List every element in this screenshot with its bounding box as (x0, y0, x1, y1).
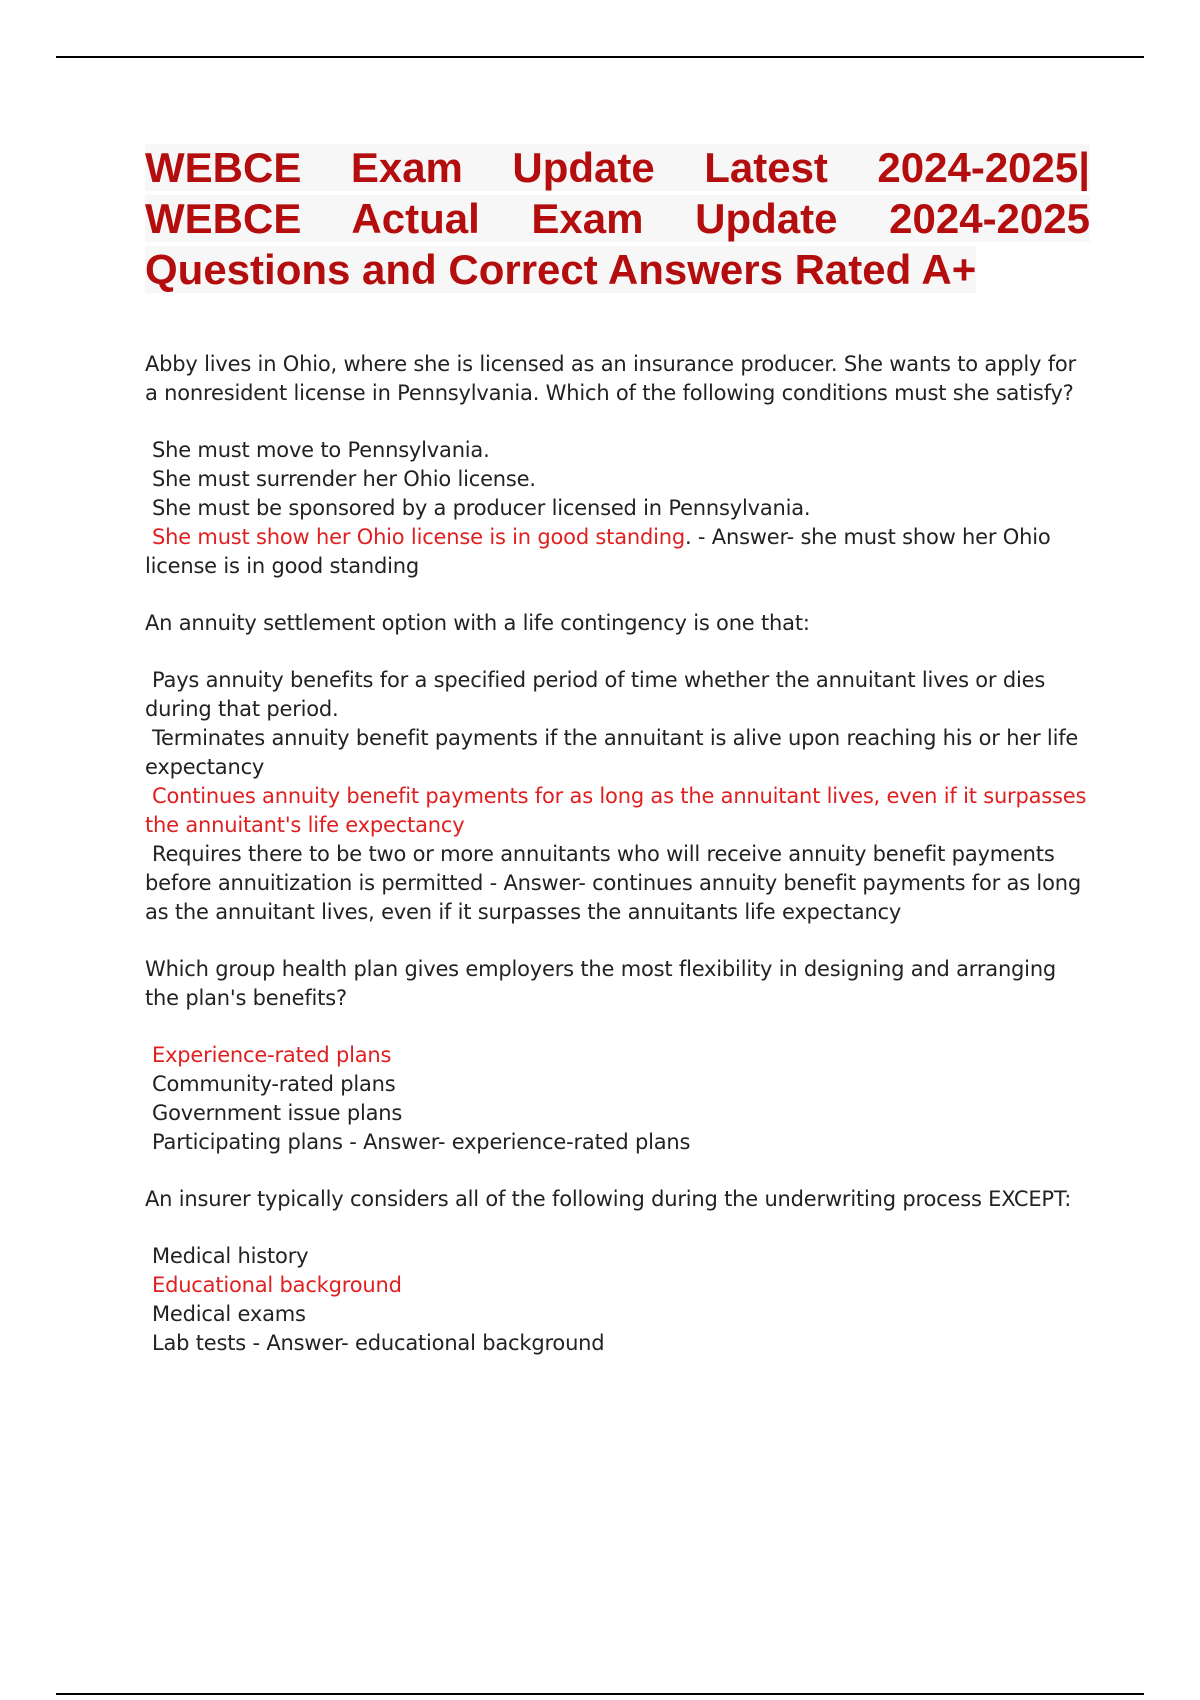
answer-text: - Answer- continues annuity benefit payments for as long as the annuitant lives, even if it surpasses the annuitants life expectancy (145, 871, 1081, 924)
option-with-answer (145, 1329, 1090, 1358)
correct-option: Experience-rated plans (152, 1043, 392, 1067)
document-body (145, 142, 1090, 1358)
option: Government issue plans (152, 1101, 403, 1125)
option-text: Lab tests (152, 1331, 247, 1355)
document-title (145, 142, 1090, 295)
question-text: Which group health plan gives employers the most flexibility in designing and arranging the plan's benefits? (145, 957, 1057, 1010)
bottom-rule (56, 1693, 1144, 1695)
question-text: An insurer typically considers all of the following during the underwriting process EXCEPT: (145, 1187, 1072, 1211)
title-line-1: WEBCE Exam Update Latest 2024-2025| (145, 144, 1090, 191)
option-with-answer (145, 840, 1090, 927)
answer-text: - Answer- experience-rated plans (342, 1130, 691, 1154)
option: She must surrender her Ohio license. (152, 467, 536, 491)
option: Medical history (152, 1244, 309, 1268)
options-list (145, 436, 1090, 581)
options-list (145, 1041, 1090, 1157)
option-with-answer (145, 523, 1090, 581)
answer-text: - Answer- educational background (246, 1331, 605, 1355)
options-list (145, 666, 1090, 927)
question-block-3 (145, 955, 1090, 1157)
option: Pays annuity benefits for a specified period of time whether the annuitant lives or dies during that period. (145, 668, 1046, 721)
option: She must be sponsored by a producer licensed in Pennsylvania. (152, 496, 811, 520)
question-block-2 (145, 609, 1090, 927)
option: Medical exams (152, 1302, 306, 1326)
title-line-3: Questions and Correct Answers Rated A+ (145, 246, 977, 293)
option-with-answer (145, 1128, 1090, 1157)
option: She must move to Pennsylvania. (152, 438, 490, 462)
question-block-4 (145, 1185, 1090, 1358)
correct-option: Continues annuity benefit payments for as long as the annuitant lives, even if it surpasses the annuitant's life expectancy (145, 784, 1087, 837)
correct-option: Educational background (152, 1273, 402, 1297)
options-list (145, 1242, 1090, 1358)
option: Terminates annuity benefit payments if the annuitant is alive upon reaching his or her life expectancy (145, 726, 1079, 779)
question-text: An annuity settlement option with a life contingency is one that: (145, 611, 810, 635)
option-text: Participating plans (152, 1130, 343, 1154)
top-rule (56, 56, 1144, 58)
option-text: Requires there to be two or more annuitants who will receive annuity benefit payments before annuitization is permitted (145, 842, 1055, 895)
question-text: Abby lives in Ohio, where she is licensed as an insurance producer. She wants to apply for a nonresident license in Pennsylvania. Which of the following conditions must she satisfy? (145, 352, 1076, 405)
title-line-2: WEBCE Actual Exam Update 2024-2025 (145, 195, 1090, 242)
answer-text: . - Answer- she must show her Ohio license is in good standing (145, 525, 1051, 578)
question-block-1 (145, 350, 1090, 581)
correct-option: She must show her Ohio license is in good standing (152, 525, 685, 549)
option: Community-rated plans (152, 1072, 396, 1096)
